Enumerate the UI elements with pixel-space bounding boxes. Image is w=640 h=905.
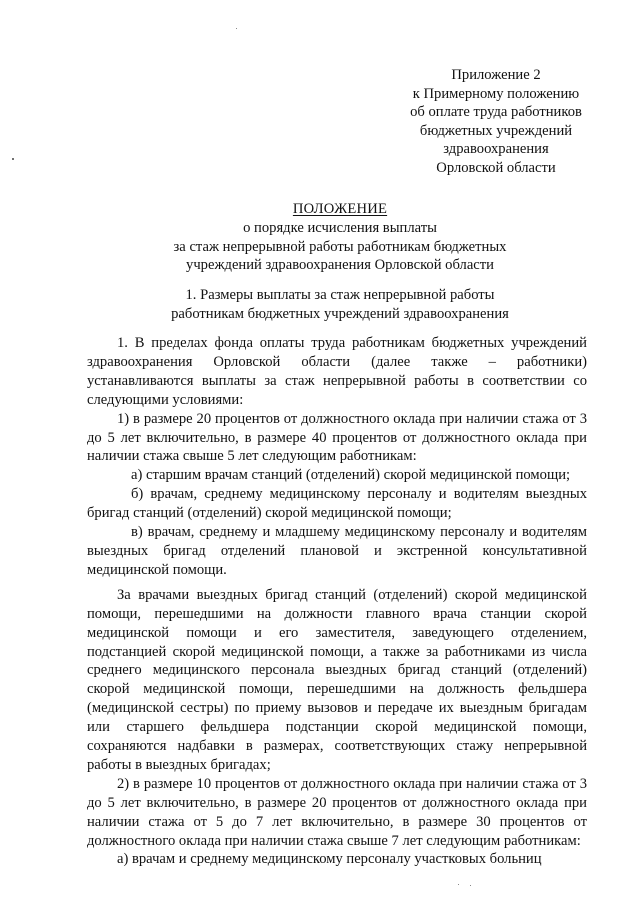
appendix-line: к Примерному положению [412, 85, 580, 102]
document-title: ПОЛОЖЕНИЕ [292, 201, 388, 217]
scan-artifact-mark [12, 158, 14, 160]
appendix-line: Орловской области [436, 159, 556, 176]
scan-artifact-dot [236, 28, 237, 29]
section-heading-line: 1. Размеры выплаты за стаж непрерывной работы [185, 287, 495, 303]
scan-artifact-dot [470, 885, 471, 886]
scan-artifact-dot [458, 884, 459, 885]
section-heading [80, 286, 600, 323]
appendix-line: Приложение 2 [451, 67, 541, 83]
appendix-line: об оплате труда работников [410, 104, 582, 121]
paragraph: 1. В пределах фонда оплаты труда работникам бюджетных учреждений здравоохранения Орловской области (далее также – работники) устанавливаются выплаты за стаж непрерывной работы в соответствии со следующими условиями: [87, 335, 587, 408]
list-item: а) старшим врачам станций (отделений) скорой медицинской помощи; [131, 467, 571, 484]
appendix-line: бюджетных учреждений [419, 122, 573, 139]
section-body [87, 334, 587, 869]
appendix-block [376, 66, 616, 178]
paragraph: 2) в размере 10 процентов от должностного оклада при наличии стажа от 3 до 5 лет включительно, в размере 20 процентов от должностного оклада при наличии стажа от 5 до 7 лет включительно, в размере 30 процентов от должностного оклада при наличии стажа свыше 7 лет следующим работникам: [87, 775, 587, 849]
paragraph: а) врачам и среднему медицинскому персоналу участковых больниц [117, 851, 542, 868]
appendix-line: здравоохранения [443, 141, 549, 158]
list-item: в) врачам, среднему и младшему медицинскому персоналу и водителям выездных бригад отделений плановой и экстренной консультативной медицинской помощи. [87, 524, 587, 578]
subtitle-line: за стаж непрерывной работы работникам бюджетных [173, 238, 507, 255]
subtitle-line: учреждений здравоохранения Орловской области [186, 257, 494, 274]
subtitle-line: о порядке исчисления выплаты [243, 220, 437, 236]
list-item: б) врачам, среднему медицинскому персоналу и водителям выездных бригад станций (отделений) скорой медицинской помощи; [87, 486, 587, 522]
paragraph: 1) в размере 20 процентов от должностного оклада при наличии стажа от 3 до 5 лет включительно, в размере 40 процентов от должностного оклада при наличии стажа свыше 5 лет следующим работникам: [87, 410, 587, 465]
paragraph: За врачами выездных бригад станций (отделений) скорой медицинской помощи, перешедшими на должности главного врача станции скорой медицинской помощи и его заместителя, заведующего отделением, подстанцией скорой медицинской помощи, а также за работниками из числа среднего медицинского персонала выездных бригад станций (отделений) скорой медицинской помощи, перешедшими на должность фельдшера (медицинской сестры) по приему вызовов и передаче их выездным бригадам или старшего фельдшера подстанции скорой медицинской помощи, сохраняются надбавки в размерах, соответствующих стажу непрерывной работы в выездных бригадах; [87, 586, 587, 773]
section-heading-line: работникам бюджетных учреждений здравоохранения [171, 305, 509, 322]
document-subtitle [80, 219, 600, 275]
